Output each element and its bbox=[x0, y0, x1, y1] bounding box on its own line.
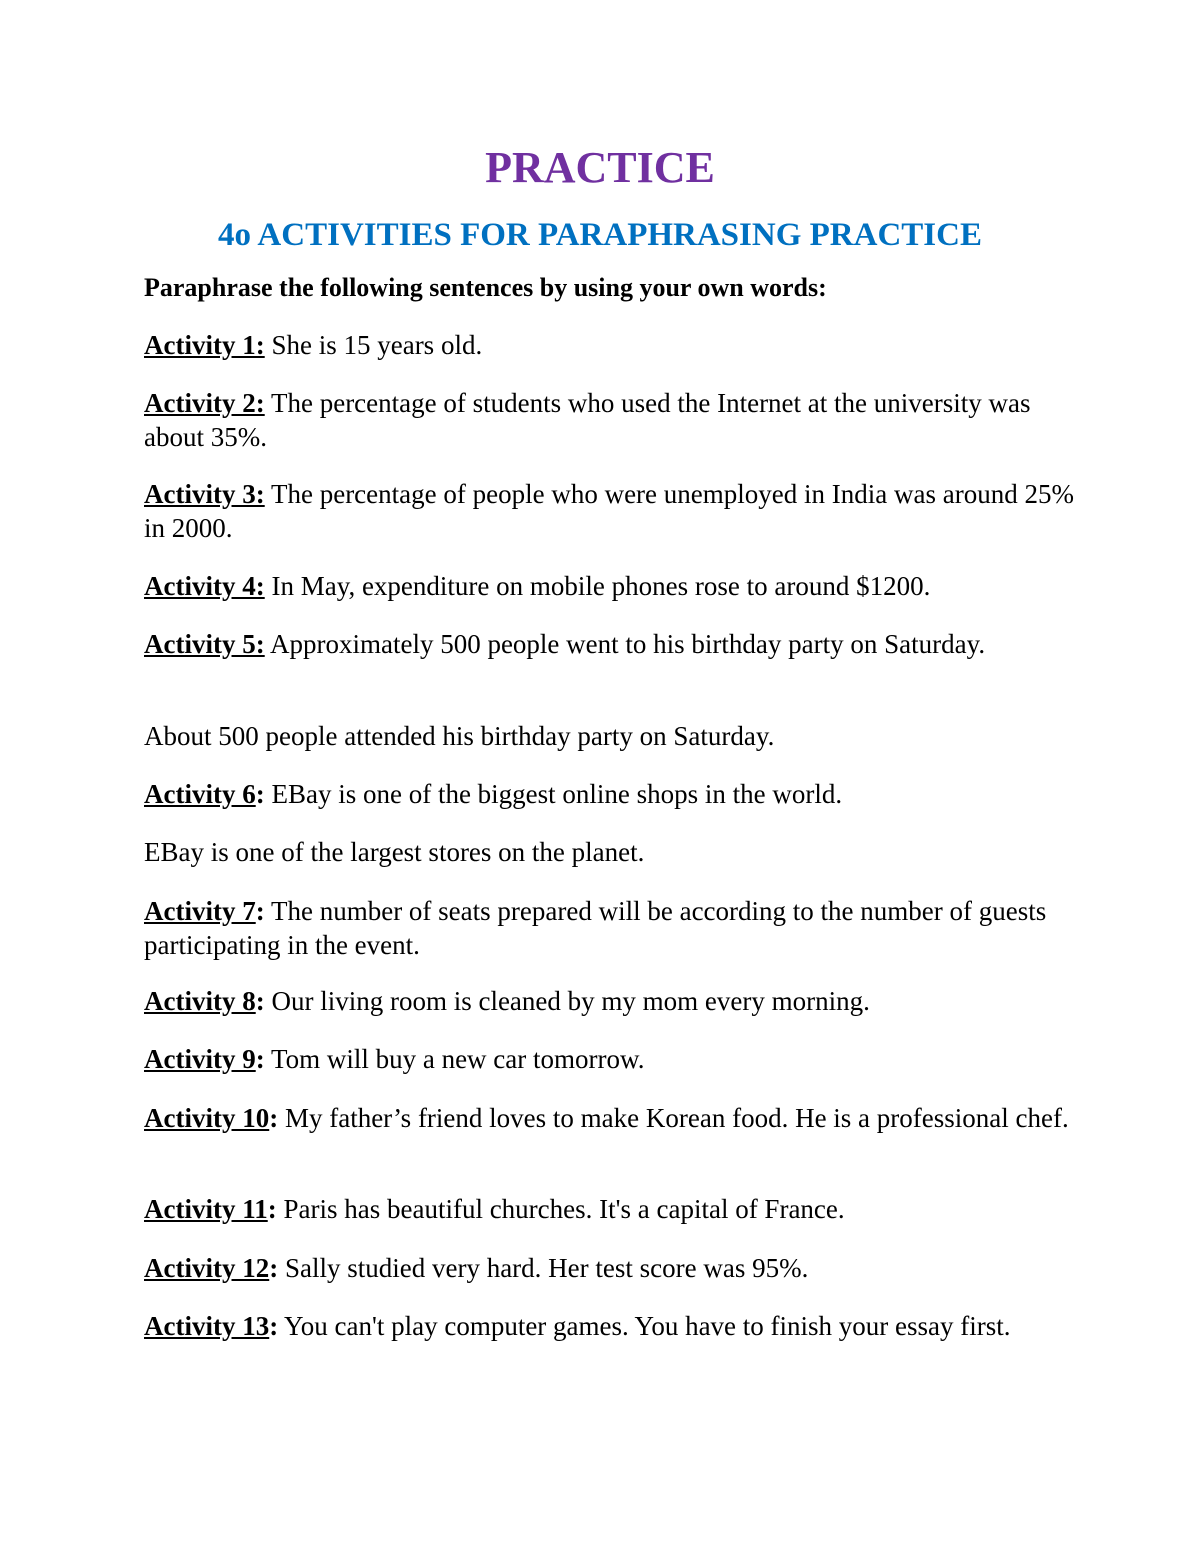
activity-text: The number of seats prepared will be according to the number of guests participating in the event. bbox=[144, 896, 1047, 960]
activity-text: Sally studied very hard. Her test score was 95%. bbox=[278, 1253, 809, 1283]
activity-text: EBay is one of the biggest online shops in the world. bbox=[264, 779, 843, 809]
activity-label: Activity 9: bbox=[144, 1044, 265, 1074]
activity-label: Activity 7: bbox=[144, 896, 265, 926]
activity-12 bbox=[144, 1251, 1074, 1285]
activity-text: Tom will buy a new car tomorrow. bbox=[264, 1044, 645, 1074]
activity-label: Activity 5: bbox=[144, 629, 265, 659]
activity-2 bbox=[144, 386, 1074, 454]
activity-label: Activity 8: bbox=[144, 986, 265, 1016]
page-subtitle: 4o ACTIVITIES FOR PARAPHRASING PRACTICE bbox=[218, 217, 982, 253]
activity-label: Activity 2: bbox=[144, 388, 265, 418]
page-title: PRACTICE bbox=[485, 143, 715, 192]
activity-text: The percentage of people who were unemployed in India was around 25% in 2000. bbox=[144, 479, 1074, 543]
instruction-text: Paraphrase the following sentences by using your own words: bbox=[144, 273, 827, 302]
activity-text: Our living room is cleaned by my mom every morning. bbox=[264, 986, 870, 1016]
activity-label: Activity 12: bbox=[144, 1253, 279, 1283]
activity-text: You can't play computer games. You have to finish your essay first. bbox=[278, 1311, 1011, 1341]
activity-11 bbox=[144, 1192, 1074, 1226]
activity-text: Paris has beautiful churches. It's a capital of France. bbox=[276, 1194, 845, 1224]
activity-text: Approximately 500 people went to his birthday party on Saturday. bbox=[264, 629, 986, 659]
activity-6 bbox=[144, 777, 1074, 811]
activity-label: Activity 13: bbox=[144, 1311, 279, 1341]
activity-5 bbox=[144, 627, 1074, 661]
activity-label: Activity 4: bbox=[144, 571, 265, 601]
activity-10 bbox=[144, 1101, 1074, 1135]
activity-1 bbox=[144, 328, 1074, 362]
activity-text: The percentage of students who used the Internet at the university was about 35%. bbox=[144, 388, 1031, 452]
activity-text: In May, expenditure on mobile phones rose to around $1200. bbox=[264, 571, 931, 601]
activity-label: Activity 3: bbox=[144, 479, 265, 509]
activity-label: Activity 6: bbox=[144, 779, 265, 809]
activity-label: Activity 11: bbox=[144, 1194, 277, 1224]
activity-9 bbox=[144, 1042, 1074, 1076]
answer-6: EBay is one of the largest stores on the planet. bbox=[144, 837, 645, 867]
activity-4 bbox=[144, 569, 1074, 603]
activity-text: She is 15 years old. bbox=[264, 330, 483, 360]
answer-5: About 500 people attended his birthday party on Saturday. bbox=[144, 721, 775, 751]
activity-3 bbox=[144, 477, 1074, 545]
activity-label: Activity 10: bbox=[144, 1103, 279, 1133]
activity-7 bbox=[144, 894, 1074, 962]
activity-label: Activity 1: bbox=[144, 330, 265, 360]
activity-8 bbox=[144, 984, 1074, 1018]
activity-13 bbox=[144, 1309, 1074, 1343]
activity-text: My father’s friend loves to make Korean food. He is a professional chef. bbox=[278, 1103, 1069, 1133]
